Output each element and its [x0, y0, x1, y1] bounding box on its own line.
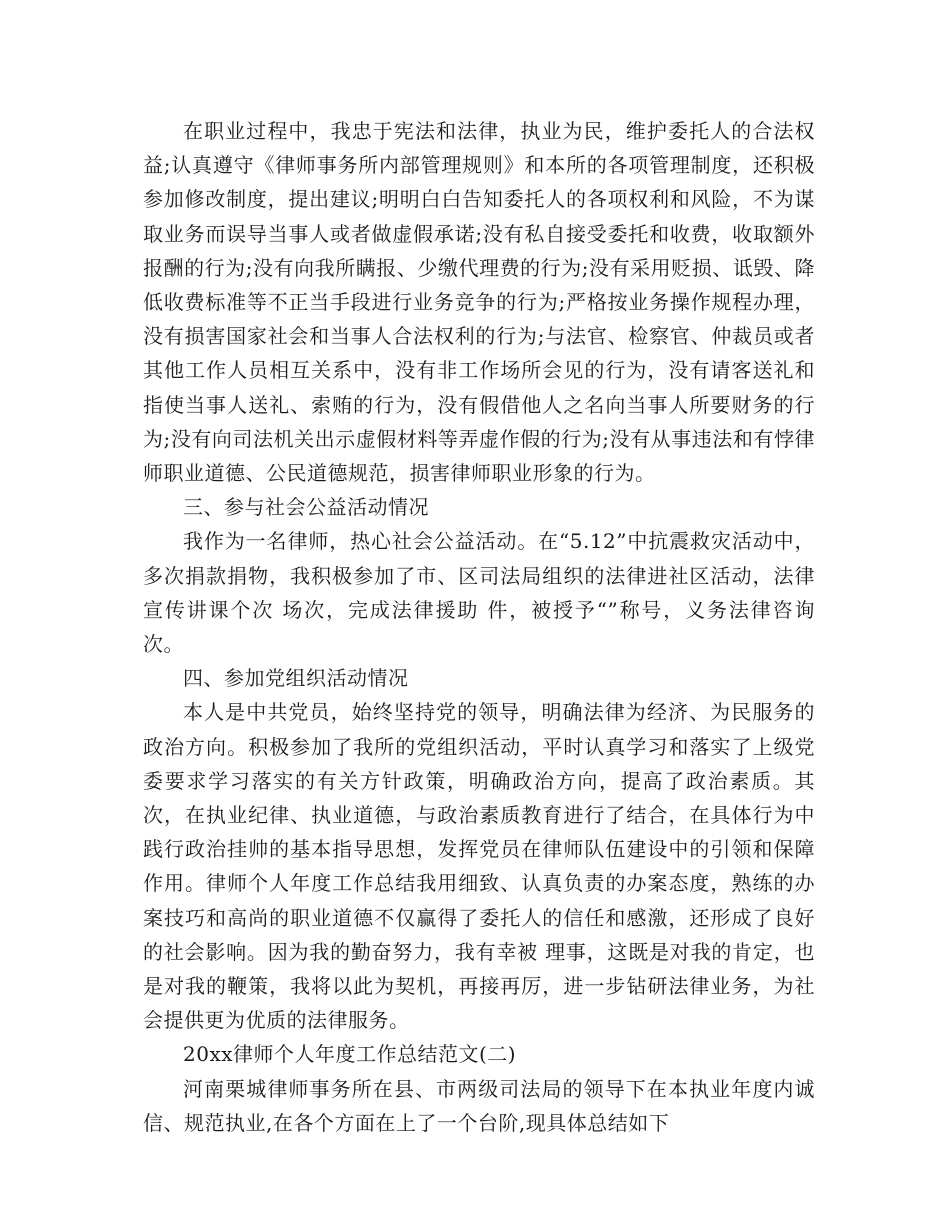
- section-heading-public-welfare: 三、参与社会公益活动情况: [183, 495, 429, 520]
- section-heading-party-activities: 四、参加党组织活动情况: [183, 666, 409, 691]
- paragraph-firm-summary: 河南栗城律师事务所在县、市两级司法局的领导下在本执业年度内诚信、规范执业,在各个方面在上了一个台阶,现具体总结如下: [143, 1076, 815, 1135]
- paragraph-public-welfare: 我作为一名律师，热心社会公益活动。在“5.12”中抗震救灾活动中，多次捐款捐物，我积极参加了市、区司法局组织的法律进社区活动，法律宣传讲课个次 场次，完成法律援助 件，被授予“”称号，义务法律咨询 次。: [143, 529, 815, 657]
- paragraph-professional-conduct: 在职业过程中，我忠于宪法和法律，执业为民，维护委托人的合法权益;认真遵守《律师事务所内部管理规则》和本所的各项管理制度，还积极参加修改制度，提出建议;明明白白告知委托人的各项权利和风险，不为谋取业务而误导当事人或者做虚假承诺;没有私自接受委托和收费，收取额外报酬的行为;没有向我所瞒报、少缴代理费的行为;没有采用贬损、诋毁、降低收费标准等不正当手段进行业务竞争的行为;严格按业务操作规程办理，没有损害国家社会和当事人合法权利的行为;与法官、检察官、仲裁员或者其他工作人员相互关系中，没有非工作场所会见的行为，没有请客送礼和指使当事人送礼、索贿的行为，没有假借他人之名向当事人所要财务的行为;没有向司法机关出示虚假材料等弄虚作假的行为;没有从事违法和有悖律师职业道德、公民道德规范，损害律师职业形象的行为。: [143, 119, 815, 486]
- subtitle-sample-two: 20xx律师个人年度工作总结范文(二): [183, 1042, 517, 1067]
- paragraph-party-activities: 本人是中共党员，始终坚持党的领导，明确法律为经济、为民服务的政治方向。积极参加了我所的党组织活动，平时认真学习和落实了上级党委要求学习落实的有关方针政策，明确政治方向，提高了政治素质。其次，在执业纪律、执业道德，与政治素质教育进行了结合，在具体行为中践行政治挂帅的基本指导思想，发挥党员在律师队伍建设中的引领和保障作用。律师个人年度工作总结我用细致、认真负责的办案态度，熟练的办案技巧和高尚的职业道德不仅赢得了委托人的信任和感激，还形成了良好的社会影响。因为我的勤奋努力，我有幸被 理事，这既是对我的肯定，也是对我的鞭策，我将以此为契机，再接再厉，进一步钻研法律业务，为社会提供更为优质的法律服务。: [143, 700, 815, 1033]
- document-body: [143, 114, 815, 1140]
